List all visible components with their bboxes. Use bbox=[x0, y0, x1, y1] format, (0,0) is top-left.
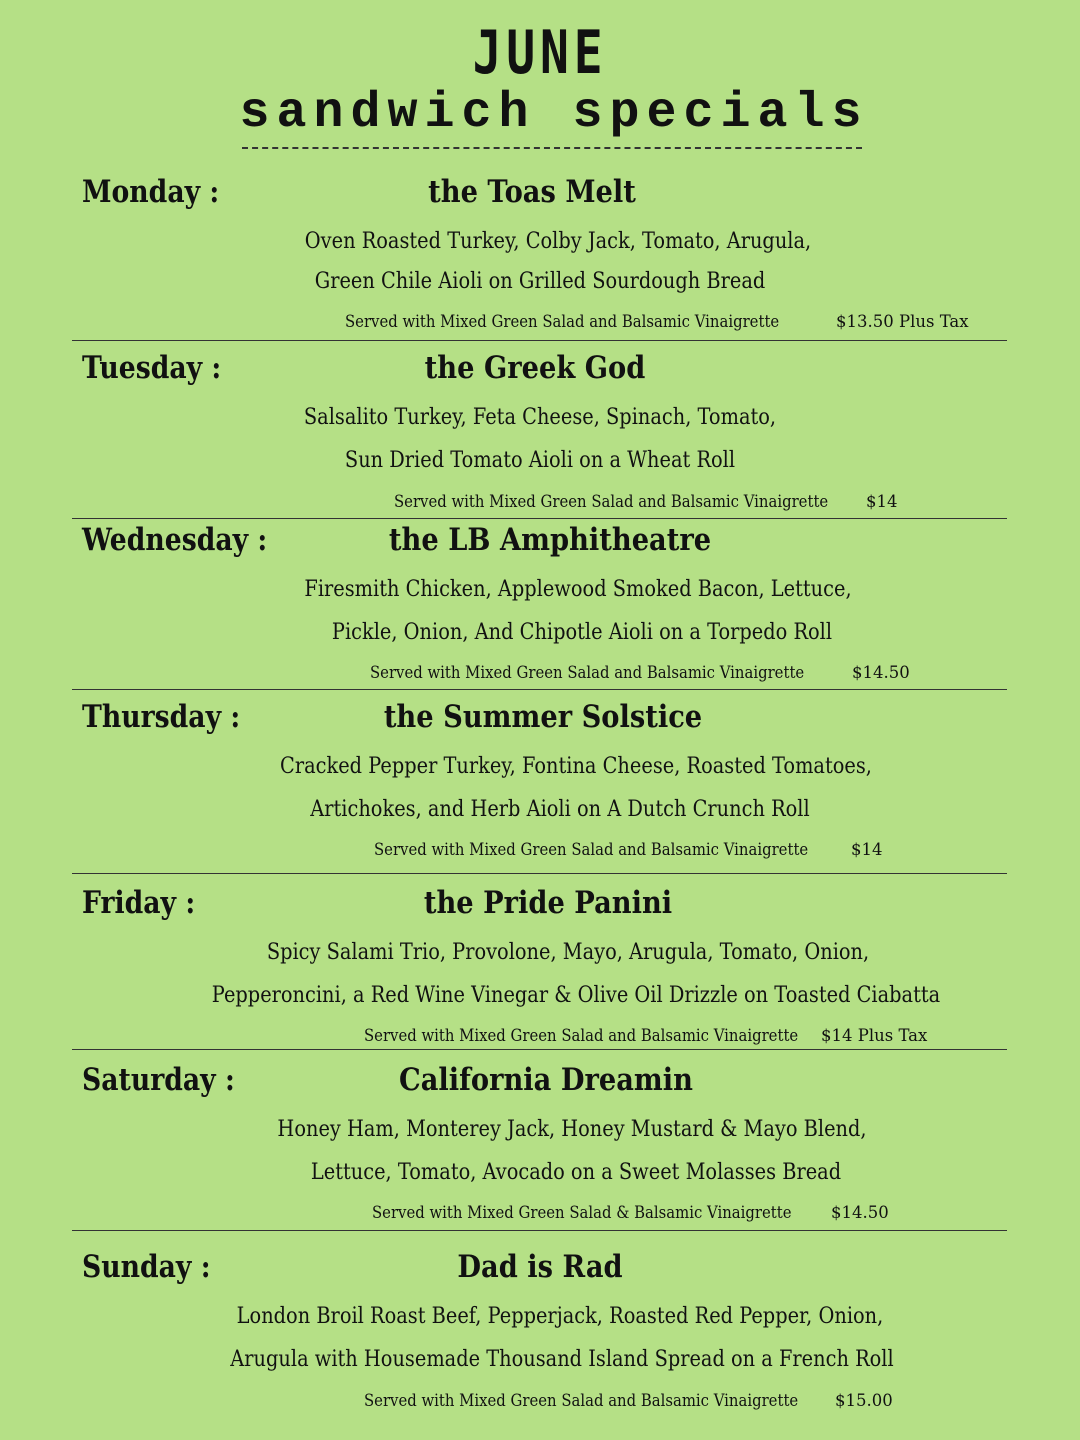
price-label: $14 bbox=[851, 840, 883, 859]
served-with-note: Served with Mixed Green Salad and Balsamic Vinaigrette bbox=[394, 492, 829, 511]
price-label: $15.00 bbox=[835, 1391, 893, 1410]
served-with-note: Served with Mixed Green Salad and Balsamic Vinaigrette bbox=[364, 1026, 799, 1045]
price-label: $14.50 bbox=[852, 663, 910, 682]
day-label: Wednesday : bbox=[82, 522, 268, 558]
day-label: Saturday : bbox=[82, 1062, 235, 1098]
ingredients-line-2: Lettuce, Tomato, Avocado on a Sweet Molasses Bread bbox=[310, 1160, 842, 1185]
sandwich-name: the Pride Panini bbox=[423, 885, 673, 921]
day-section-tuesday bbox=[0, 348, 1080, 518]
section-divider bbox=[72, 689, 1007, 690]
day-label: Sunday : bbox=[82, 1249, 211, 1285]
price-label: $14.50 bbox=[831, 1203, 889, 1222]
sandwich-name: the Summer Solstice bbox=[383, 699, 703, 735]
section-divider bbox=[72, 518, 1007, 519]
ingredients-line-2: Artichokes, and Herb Aioli on A Dutch Crunch Roll bbox=[310, 797, 810, 822]
served-with-note: Served with Mixed Green Salad and Balsamic Vinaigrette bbox=[364, 1391, 799, 1410]
ingredients-line-1: London Broil Roast Beef, Pepperjack, Roasted Red Pepper, Onion, bbox=[236, 1304, 884, 1329]
day-label: Monday : bbox=[82, 174, 220, 210]
sandwich-name: Dad is Rad bbox=[457, 1249, 623, 1285]
ingredients-line-2: Arugula with Housemade Thousand Island Spread on a French Roll bbox=[230, 1347, 894, 1372]
sandwich-name: the Greek God bbox=[424, 350, 646, 386]
price-label: $14 Plus Tax bbox=[821, 1026, 928, 1045]
section-divider bbox=[72, 1230, 1007, 1231]
day-section-saturday bbox=[0, 1060, 1080, 1230]
price-label: $14 bbox=[866, 492, 898, 511]
sandwich-name: the Toas Melt bbox=[428, 174, 636, 210]
served-with-note: Served with Mixed Green Salad and Balsamic Vinaigrette bbox=[345, 312, 780, 331]
menu-title-subtitle: sandwich specials bbox=[239, 85, 869, 142]
day-section-wednesday bbox=[0, 520, 1080, 690]
day-section-monday bbox=[0, 172, 1080, 342]
section-divider bbox=[72, 340, 1007, 341]
served-with-note: Served with Mixed Green Salad and Balsamic Vinaigrette bbox=[370, 663, 805, 682]
ingredients-line-2: Pepperoncini, a Red Wine Vinegar & Olive Oil Drizzle on Toasted Ciabatta bbox=[211, 983, 941, 1008]
menu-title-month: JUNE bbox=[472, 18, 608, 88]
ingredients-line-1: Salsalito Turkey, Feta Cheese, Spinach, Tomato, bbox=[303, 405, 777, 430]
day-section-friday bbox=[0, 883, 1080, 1053]
ingredients-line-2: Pickle, Onion, And Chipotle Aioli on a Torpedo Roll bbox=[331, 620, 833, 645]
ingredients-line-2: Green Chile Aioli on Grilled Sourdough Bread bbox=[314, 269, 766, 294]
day-label: Thursday : bbox=[82, 699, 241, 735]
ingredients-line-1: Honey Ham, Monterey Jack, Honey Mustard & Mayo Blend, bbox=[277, 1117, 867, 1142]
sandwich-name: the LB Amphitheatre bbox=[388, 522, 712, 558]
section-divider bbox=[72, 1049, 1007, 1050]
day-label: Friday : bbox=[82, 885, 196, 921]
ingredients-line-1: Spicy Salami Trio, Provolone, Mayo, Arugula, Tomato, Onion, bbox=[266, 940, 870, 965]
day-section-thursday bbox=[0, 697, 1080, 867]
ingredients-line-2: Sun Dried Tomato Aioli on a Wheat Roll bbox=[344, 448, 736, 473]
served-with-note: Served with Mixed Green Salad & Balsamic Vinaigrette bbox=[372, 1203, 792, 1222]
day-label: Tuesday : bbox=[82, 350, 222, 386]
ingredients-line-1: Oven Roasted Turkey, Colby Jack, Tomato, Arugula, bbox=[304, 229, 812, 254]
ingredients-line-1: Firesmith Chicken, Applewood Smoked Bacon, Lettuce, bbox=[304, 577, 852, 602]
price-label: $13.50 Plus Tax bbox=[836, 312, 969, 331]
section-divider bbox=[72, 873, 1007, 874]
served-with-note: Served with Mixed Green Salad and Balsamic Vinaigrette bbox=[374, 840, 809, 859]
ingredients-line-1: Cracked Pepper Turkey, Fontina Cheese, Roasted Tomatoes, bbox=[280, 754, 872, 779]
sandwich-name: California Dreamin bbox=[399, 1062, 693, 1098]
title-dashed-rule bbox=[242, 147, 862, 149]
day-section-sunday bbox=[0, 1247, 1080, 1427]
